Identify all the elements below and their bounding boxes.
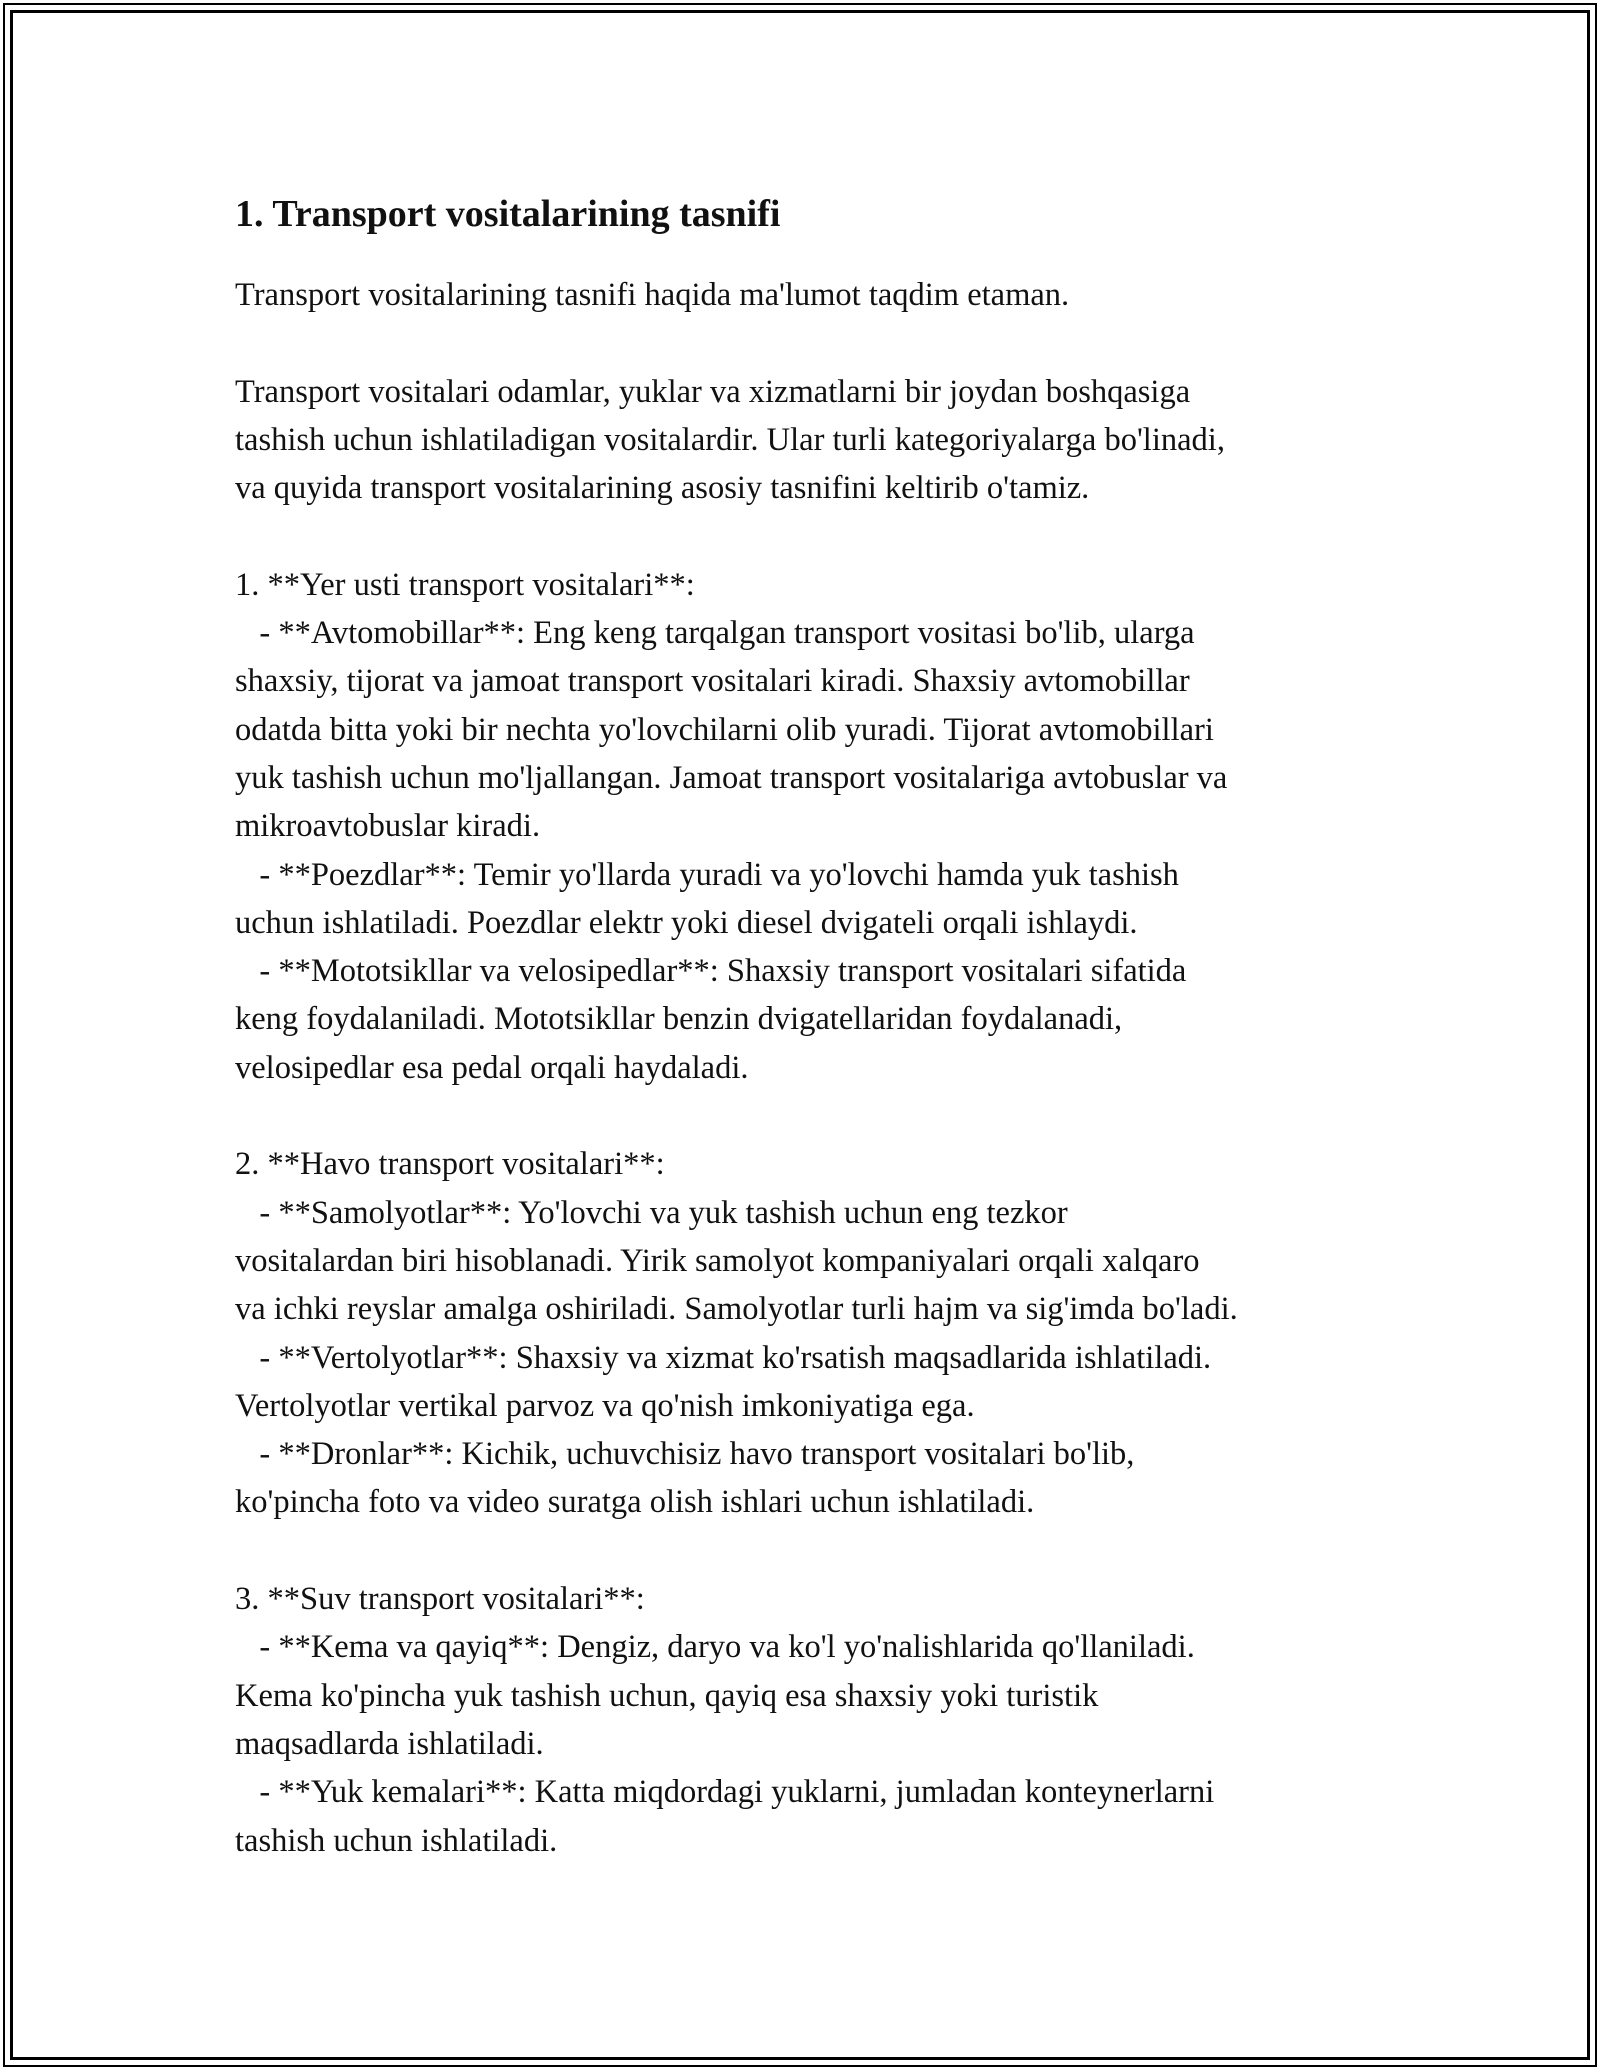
text-line: 1. **Yer usti transport vositalari**: [235,566,695,603]
blank-line [235,1527,1380,1575]
text-line: maqsadlarda ishlatiladi. [235,1725,544,1762]
text-line: yuk tashish uchun mo'ljallangan. Jamoat transport vositalariga avtobuslar va [235,759,1228,796]
text-line: 3. **Suv transport vositalari**: [235,1581,645,1618]
document-body [235,183,1380,1865]
text-line: mikroavtobuslar kiradi. [235,808,541,845]
text-line: - **Dronlar**: Kichik, uchuvchisiz havo transport vositalari bo'lib, [235,1436,1135,1473]
document-title: 1. Transport vositalarining tasnifi [235,193,781,235]
text-line: 2. **Havo transport vositalari**: [235,1146,665,1183]
text-line: - **Poezdlar**: Temir yo'llarda yuradi va yo'lovchi hamda yuk tashish [235,856,1179,893]
text-line: vositalardan biri hisoblanadi. Yirik samolyot kompaniyalari orqali xalqaro [235,1242,1200,1279]
text-line: - **Samolyotlar**: Yo'lovchi va yuk tashish uchun eng tezkor [235,1194,1068,1231]
text-line: shaxsiy, tijorat va jamoat transport vositalari kiradi. Shaxsiy avtomobillar [235,663,1190,700]
text-line: - **Avtomobillar**: Eng keng tarqalgan transport vositasi bo'lib, ularga [235,615,1195,652]
text-line: odatda bitta yoki bir nechta yo'lovchilarni olib yuradi. Tijorat avtomobillari [235,711,1214,748]
text-line: Transport vositalari odamlar, yuklar va xizmatlarni bir joydan boshqasiga [235,373,1191,410]
blank-line [235,512,1380,560]
text-line: Transport vositalarining tasnifi haqida ma'lumot taqdim etaman. [235,277,1070,313]
text-line: tashish uchun ishlatiladigan vositalardir. Ular turli kategoriyalarga bo'linadi, [235,421,1225,458]
blank-line [235,319,1380,367]
text-line: va quyida transport vositalarining asosiy tasnifini keltirib o'tamiz. [235,470,1090,507]
text-line: - **Yuk kemalari**: Katta miqdordagi yuklarni, jumladan konteynerlarni [235,1774,1215,1811]
text-line: - **Kema va qayiq**: Dengiz, daryo va ko'l yo'nalishlarida qo'llaniladi. [235,1629,1195,1666]
text-line: tashish uchun ishlatiladi. [235,1822,558,1859]
text-line: Vertolyotlar vertikal parvoz va qo'nish imkoniyatiga ega. [235,1387,975,1424]
text-line: ko'pincha foto va video suratga olish ishlari uchun ishlatiladi. [235,1484,1035,1521]
text-line: va ichki reyslar amalga oshiriladi. Samolyotlar turli hajm va sig'imda bo'ladi. [235,1291,1238,1328]
text-line: velosipedlar esa pedal orqali haydaladi. [235,1049,749,1086]
text-line: - **Vertolyotlar**: Shaxsiy va xizmat ko'rsatish maqsadlarida ishlatiladi. [235,1339,1212,1376]
text-line: keng foydalaniladi. Mototsikllar benzin dvigatellaridan foydalanadi, [235,1001,1123,1038]
text-line: uchun ishlatiladi. Poezdlar elektr yoki diesel dvigateli orqali ishlaydi. [235,904,1138,941]
document-text [235,271,1380,1865]
text-line: - **Mototsikllar va velosipedlar**: Shaxsiy transport vositalari sifatida [235,953,1187,990]
text-line: Kema ko'pincha yuk tashish uchun, qayiq esa shaxsiy yoki turistik [235,1677,1099,1714]
blank-line [235,1092,1380,1140]
